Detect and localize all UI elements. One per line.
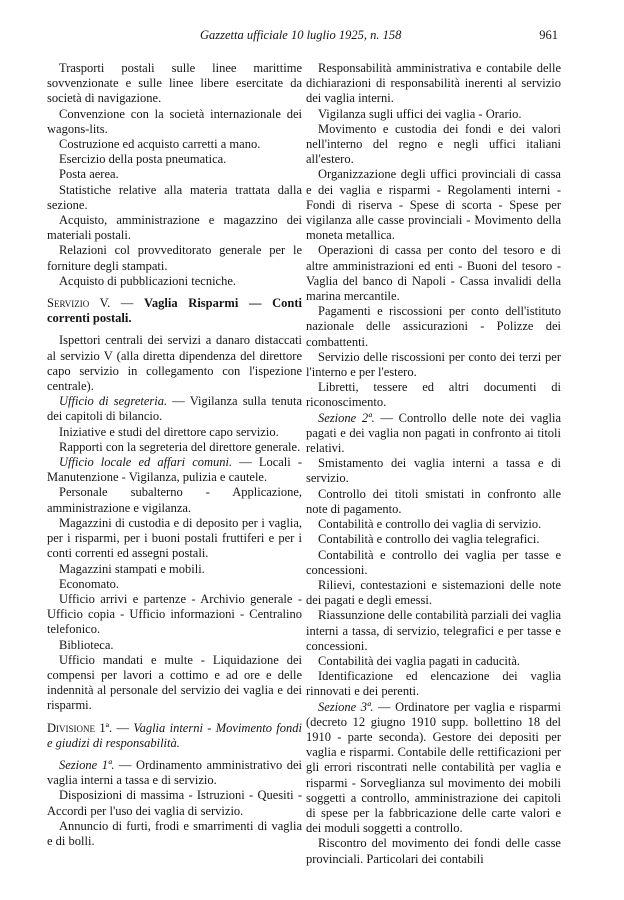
paragraph-text: Annuncio di furti, frodi e smarrimenti di vaglia e di bolli. — [47, 818, 302, 848]
paragraph — [306, 578, 561, 608]
page-header — [50, 28, 558, 48]
paragraph-text: Acquisto, amministrazione e magazzino dei materiali postali. — [47, 213, 302, 243]
paragraph — [306, 243, 561, 304]
paragraph — [306, 548, 561, 578]
paragraph — [306, 122, 561, 168]
paragraph — [47, 137, 302, 152]
paragraph — [306, 380, 561, 410]
paragraph-text: Ufficio mandati e multe - Liquidazione dei compensi per lavori a cottimo e ad ore e delle indennità al personale del servizio dei vaglia e dei risparmi. — [47, 652, 302, 713]
heading-label: Servizio V. — — [47, 296, 134, 311]
paragraph — [47, 516, 302, 562]
paragraph — [306, 517, 561, 532]
left-column — [47, 61, 302, 849]
paragraph-text: Trasporti postali sulle linee marittime sovvenzionate e sulle linee libere esercitate da società di navigazione. — [47, 61, 302, 106]
right-column — [306, 61, 561, 867]
paragraph-text: Costruzione ed acquisto carretti a mano. — [59, 137, 261, 152]
paragraph — [47, 243, 302, 273]
section-heading — [47, 721, 302, 751]
subsection-label: Sezione 1ª. — [59, 757, 115, 772]
paragraph-text: Esercizio della posta pneumatica. — [59, 152, 227, 167]
paragraph — [306, 654, 561, 669]
section-heading — [47, 296, 302, 326]
paragraph — [47, 592, 302, 638]
paragraph-text: Libretti, tessere ed altri documenti di riconoscimento. — [306, 380, 561, 410]
paragraph-text: Statistiche relative alla materia trattata dalla sezione. — [47, 182, 302, 212]
paragraph — [47, 653, 302, 714]
paragraph — [306, 700, 561, 837]
paragraph — [306, 61, 561, 107]
paragraph-text: Personale subalterno - Applicazione, amministrazione e vigilanza. — [47, 485, 302, 515]
paragraph — [306, 167, 561, 243]
paragraph — [47, 440, 302, 455]
gazette-title: Gazzetta ufficiale 10 luglio 1925, n. 158 — [200, 28, 402, 42]
paragraph — [306, 608, 561, 654]
paragraph — [306, 304, 561, 350]
page-number: 961 — [539, 28, 558, 42]
paragraph-text: Riscontro del movimento dei fondi delle casse provinciali. Particolari dei contabili — [306, 836, 561, 866]
paragraph — [306, 107, 561, 122]
paragraph — [47, 425, 302, 440]
paragraph — [306, 487, 561, 517]
paragraph — [47, 788, 302, 818]
paragraph — [306, 532, 561, 547]
paragraph-text: Pagamenti e riscossioni per conto dell'istituto nazionale delle assicurazioni - Polizze dei combattenti. — [306, 304, 561, 349]
paragraph-text: Posta aerea. — [59, 167, 119, 182]
paragraph-text: Smistamento dei vaglia interni a tassa e di servizio. — [306, 456, 561, 486]
paragraph-text: Contabilità e controllo dei vaglia di servizio. — [318, 517, 542, 532]
paragraph-text: Identificazione ed elencazione dei vaglia rinnovati e dei perenti. — [306, 669, 561, 699]
paragraph-text: Ufficio arrivi e partenze - Archivio generale - Ufficio copia - Ufficio informazioni - Centralino telefonico. — [47, 591, 302, 637]
paragraph-text: — Ordinatore per vaglia e risparmi (decreto 12 giugno 1910 supp. bollettino 18 del 1910 - parte seconda). Gestore dei depositi per vaglia e risparmi. Contabile delle rettificazioni per gli errori riscontrati nelle contabilità per vaglia e risparmi - Sorveglianza sul movimento dei mobili soggetti a controllo, amministrazione dei capitoli di spese per la fabbricazione delle carte valori e dei moduli soggetti a controllo. — [306, 699, 561, 836]
paragraph-text: — Ordinamento amministrativo dei vaglia interni a tassa e di servizio. — [47, 757, 302, 788]
paragraph — [47, 394, 302, 424]
paragraph — [306, 669, 561, 699]
paragraph-text: Economato. — [59, 576, 120, 591]
paragraph-text: Magazzini di custodia e di deposito per i vaglia, per i risparmi, per i buoni postali fruttiferi e per i conti correnti ed assegni postali. — [47, 515, 302, 561]
paragraph — [47, 152, 302, 167]
subsection-label: Sezione 3ª. — [318, 699, 374, 714]
paragraph — [47, 274, 302, 289]
paragraph-text: Biblioteca. — [59, 637, 114, 652]
section-spacer — [47, 289, 302, 296]
paragraph-text: Contabilità e controllo dei vaglia telegrafici. — [318, 532, 540, 547]
paragraph-text: Rapporti con la segreteria del direttore generale. — [59, 439, 301, 454]
paragraph-text: Acquisto di pubblicazioni tecniche. — [59, 273, 237, 288]
subsection-label: Ufficio di segreteria. — [59, 394, 168, 409]
paragraph-text: Servizio delle riscossioni per conto dei terzi per l'interno e per l'estero. — [306, 349, 561, 380]
paragraph-text: Movimento e custodia dei fondi e dei valori nell'interno del regno e negli uffici italiani all'estero. — [306, 121, 561, 167]
paragraph — [47, 61, 302, 107]
paragraph — [47, 107, 302, 137]
paragraph — [47, 562, 302, 577]
paragraph-text: Controllo dei titoli smistati in confronto alle note di pagamento. — [306, 486, 561, 516]
paragraph — [47, 183, 302, 213]
heading-label: Divisione 1ª. — — [47, 720, 129, 735]
paragraph-text: — Vigilanza sulla tenuta dei capitoli di bilancio. — [47, 394, 302, 424]
section-spacer — [47, 751, 302, 758]
paragraph — [306, 350, 561, 380]
paragraph-text: Ispettori centrali dei servizi a danaro distaccati al servizio V (alla diretta dipendenza del direttore capo servizio in collegamento con l'ispezione centrale). — [47, 333, 302, 394]
section-spacer — [47, 714, 302, 721]
heading-title: Vaglia Risparmi — Conti correnti postali. — [47, 296, 302, 326]
paragraph-text: Convenzione con la società internazionale dei wagons-lits. — [47, 106, 302, 136]
paragraph-text: — Locali - Manutenzione - Vigilanza, pulizia e cautele. — [47, 455, 303, 485]
subsection-label: Sezione 2ª. — [318, 410, 375, 425]
subsection-label: Ufficio locale ed affari comuni. — [59, 455, 233, 470]
heading-title: Vaglia interni - Movimento fondi e giudizi di responsabilità. — [47, 720, 302, 750]
paragraph-text: Rilievi, contestazioni e sistemazioni delle note dei pagati e degli emessi. — [306, 577, 561, 608]
paragraph-text: Organizzazione degli uffici provinciali di cassa e dei vaglia e risparmi - Regolamenti interni - Fondi di riserva - Spese di scorta - Spese per vigilanza alle casse provinciali - Movimento della moneta metallica. — [306, 167, 561, 243]
paragraph — [47, 455, 302, 485]
paragraph-text: Responsabilità amministrativa e contabile delle dichiarazioni di responsabilità inerenti al servizio dei vaglia interni. — [306, 61, 561, 106]
paragraph-text: Riassunzione delle contabilità parziali dei vaglia interni a tassa, di servizio, telegrafici e per tasse e concessioni. — [306, 608, 561, 653]
paragraph-text: Relazioni col provveditorato generale per le forniture degli stampati. — [47, 243, 302, 273]
paragraph-text: Magazzini stampati e mobili. — [59, 561, 205, 576]
paragraph — [306, 411, 561, 457]
paragraph-text: Operazioni di cassa per conto del tesoro e di altre amministrazioni ed enti - Buoni del tesoro - Vaglia del banco di Napoli - Cassa invalidi della marina mercantile. — [306, 243, 561, 304]
paragraph — [47, 577, 302, 592]
paragraph — [47, 485, 302, 515]
paragraph-text: Iniziative e studi del direttore capo servizio. — [59, 424, 279, 439]
paragraph — [47, 167, 302, 182]
paragraph-text: Contabilità e controllo dei vaglia per tasse e concessioni. — [306, 547, 561, 577]
paragraph — [47, 333, 302, 394]
section-spacer — [47, 326, 302, 333]
paragraph — [47, 758, 302, 788]
paragraph — [47, 213, 302, 243]
paragraph-text: Disposizioni di massima - Istruzioni - Quesiti - Accordi per l'uso dei vaglia di servizio. — [47, 788, 302, 818]
paragraph-text: — Controllo delle note dei vaglia pagati e dei vaglia non pagati in confronto ai titoli relativi. — [306, 410, 561, 456]
paragraph-text: Vigilanza sugli uffici dei vaglia - Orario. — [318, 106, 522, 121]
paragraph — [306, 456, 561, 486]
paragraph-text: Contabilità dei vaglia pagati in caducità. — [318, 653, 521, 668]
paragraph — [306, 836, 561, 866]
paragraph — [47, 819, 302, 849]
paragraph — [47, 638, 302, 653]
